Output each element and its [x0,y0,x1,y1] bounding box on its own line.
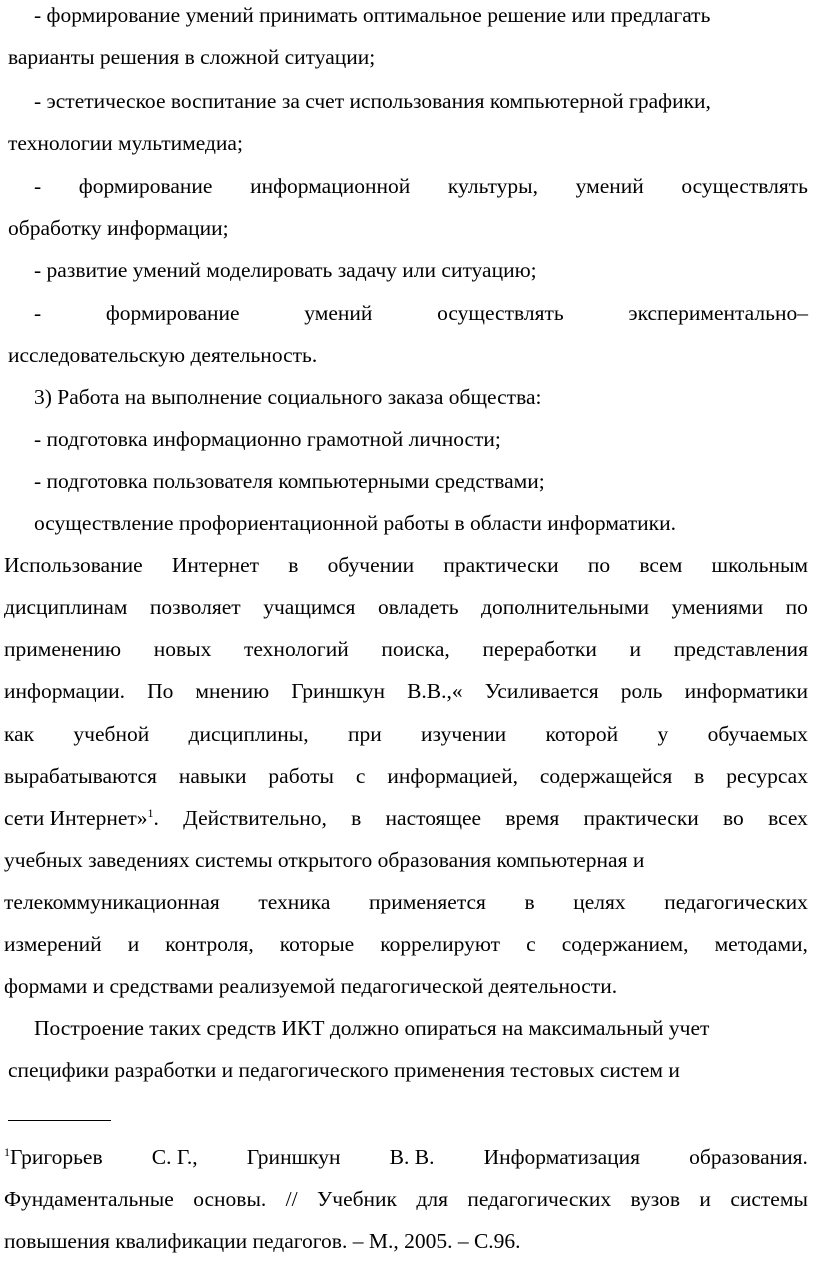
word: В. В. [389,1145,435,1169]
word: и [629,637,642,661]
footnote-separator [8,1120,111,1121]
word: которые [279,932,355,956]
word: навыки [178,764,247,788]
text-line: - развитие умений моделировать задачу или ситуацию; [34,258,537,282]
text-line: технологии мультимедиа; [8,131,243,155]
footnote-line [4,1142,808,1172]
word: содержанием, [561,932,689,956]
text-line [4,719,808,749]
text-line [34,171,808,201]
word: изучении [421,722,507,746]
word: вузов [630,1187,680,1211]
word: всем [639,553,683,577]
word: измерений [4,932,102,956]
word: Гриншкун [291,679,386,703]
word: основы. [193,1187,267,1211]
word: С. Г., [151,1145,198,1169]
word: информационной [250,174,411,198]
word: формирование [105,301,240,325]
text-line: Построение таких средств ИКТ должно опираться на максимальный учет [34,1016,710,1040]
word: по [587,553,611,577]
word [4,803,159,833]
word: осуществлять [681,174,808,198]
word: педагогических [664,890,808,914]
word: педагогических [467,1187,612,1211]
footnote-reference: 1 [147,805,154,820]
word: позволяет [149,595,241,619]
text-line: - формирование умений принимать оптимальное решение или предлагать [34,3,711,27]
word [4,1142,103,1172]
word: формирование [78,174,213,198]
word: информатики [684,679,808,703]
word: в [694,764,705,788]
word: // [285,1187,298,1211]
text-line: варианты решения в сложной ситуации; [8,45,376,69]
word: применению [4,637,122,661]
word: - [34,301,42,325]
word: методами, [714,932,808,956]
text-line [4,676,808,706]
word: Интернет [171,553,260,577]
word: По [147,679,174,703]
word: дополнительными [481,595,649,619]
word: поиска, [381,637,450,661]
word: В.В.,« [407,679,463,703]
text-line: обработку информации; [8,216,229,240]
word: Использование [4,553,143,577]
word: умений [575,174,644,198]
word: и [127,932,140,956]
text-line [34,298,808,328]
word: школьным [711,553,808,577]
text-line [4,887,808,917]
text-line: учебных заведениях системы открытого образования компьютерная и [4,848,645,872]
word: в [288,553,299,577]
word: учебной [73,722,150,746]
word: переработки [482,637,597,661]
word: целях [573,890,626,914]
word: во [723,806,744,830]
text-line [4,929,808,959]
word: мнению [195,679,270,703]
word: Усиливается [484,679,599,703]
word: в [524,890,535,914]
word: Учебник [317,1187,398,1211]
text-line: специфики разработки и педагогического применения тестовых систем и [8,1058,680,1082]
word: Гриншкун [246,1145,341,1169]
word: Информатизация [483,1145,641,1169]
word: у [657,722,669,746]
word: время [505,806,560,830]
word: практически [583,806,699,830]
text-run: Григорьев [10,1145,103,1169]
word: работы [268,764,334,788]
text-line [4,761,808,791]
word: дисциплины, [188,722,309,746]
footnote-line: повышения квалификации педагогов. – М., 2005. – С.96. [4,1229,521,1253]
text-line [4,592,808,622]
text-line: формами и средствами реализуемой педагогической деятельности. [4,974,618,998]
word: которой [545,722,619,746]
word: умениями [671,595,764,619]
text-run: . [153,806,159,830]
word: всех [768,806,808,830]
text-line [4,634,808,664]
word: системы [730,1187,808,1211]
word: ресурсах [726,764,808,788]
word: для [416,1187,448,1211]
word: как [4,722,35,746]
text-line: исследовательскую деятельность. [8,343,318,367]
text-line: осуществление профориентационной работы в области информатики. [34,511,677,535]
text-line: - эстетическое воспитание за счет использования компьютерной графики, [34,89,711,113]
word: учащимся [263,595,356,619]
word: экспериментально– [628,301,808,325]
word: дисциплинам [4,595,128,619]
word: технологий [244,637,349,661]
word: умений [304,301,373,325]
word: овладеть [377,595,459,619]
word: с [526,932,536,956]
word: практически [443,553,559,577]
text-line [4,803,808,833]
word: вырабатываются [4,764,157,788]
word: обучаемых [707,722,808,746]
word: роль [620,679,663,703]
word: обучении [327,553,415,577]
word: информацией, [387,764,518,788]
word: настоящее [385,806,482,830]
footnote-mark: 1 [4,1144,10,1159]
text-line: - подготовка пользователя компьютерными средствами; [34,469,545,493]
text-line: - подготовка информационно грамотной личности; [34,427,501,451]
word: в [351,806,362,830]
word: представления [673,637,808,661]
word: с [355,764,366,788]
word: телекоммуникационная [4,890,220,914]
word: техника [258,890,331,914]
word: Фундаментальные [4,1187,174,1211]
word: при [347,722,382,746]
word: по [785,595,808,619]
text-run: сети Интернет» [4,806,148,830]
word: образования. [689,1145,808,1169]
word: культуры, [447,174,538,198]
word: новых [153,637,212,661]
word: содержащейся [539,764,673,788]
footnote-line [4,1184,808,1214]
word: контроля, [165,932,254,956]
text-line: 3) Работа на выполнение социального заказа общества: [34,385,542,409]
word: информации. [4,679,126,703]
word: коррелируют [380,932,501,956]
word: применяется [368,890,486,914]
word: - [34,174,42,198]
word: осуществлять [437,301,564,325]
word: Действительно, [183,806,327,830]
word: и [699,1187,711,1211]
text-line [4,550,808,580]
